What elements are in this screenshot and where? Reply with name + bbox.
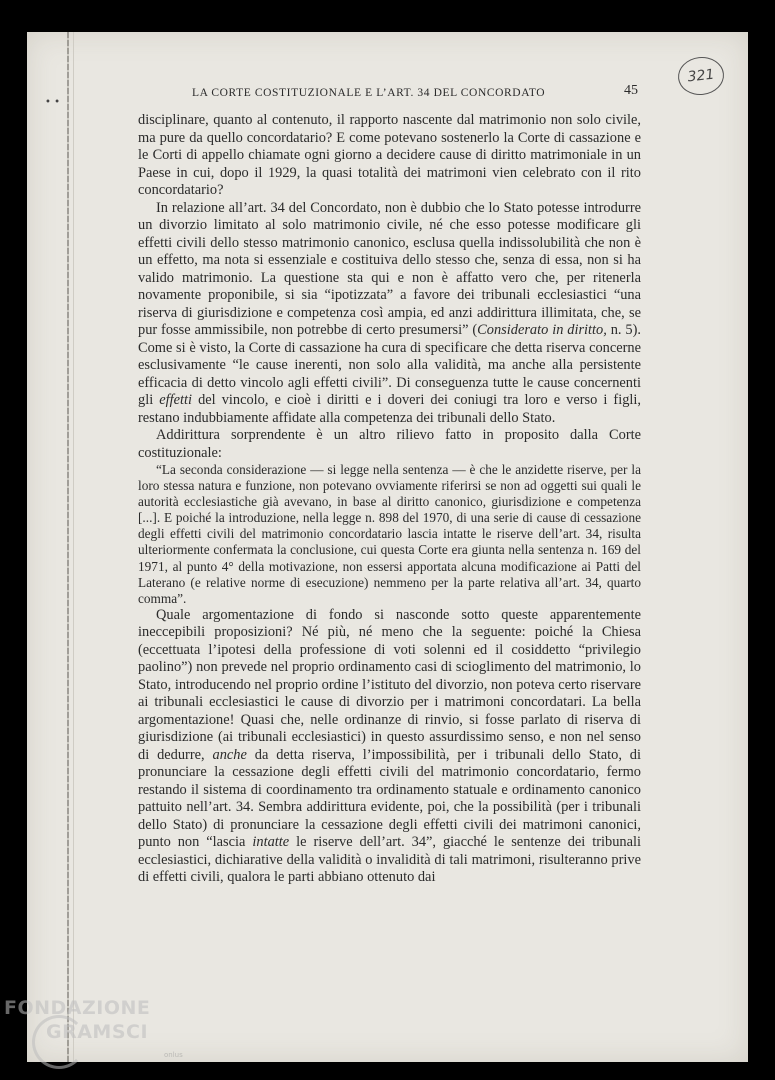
binding-edge-inner [73,32,74,1062]
body-text [138,112,641,887]
paragraph-1: disciplinare, quanto al contenuto, il rapporto nascente dal matrimonio non solo civile, ma pure da quello concordatario? E come potevano sostenerlo la Corte di cassazione e le Corti di appello chiamate ogni giorno a decidere cause di diritto matrimoniale in un Paese in cui, dopo il 1929, la quasi totalità dei matrimoni vien celebrato con il rito concordatario? [138,112,641,198]
watermark-line-2: GRAMSCI [46,1021,149,1043]
binding-edge [67,32,69,1062]
paragraph-2: In relazione all’art. 34 del Concordato, non è dubbio che lo Stato potesse introdurre un divorzio limitato al solo matrimonio civile, né che esso potesse modificare gli effetti civili dello stesso matrimonio canonico, esclusa quella indissolubilità che non è un effetto, ma nota si essenziale e costituiva dello stesso che, senza di essa, non si ha valido matrimonio. La questione sta qui e non è affatto vero che, per ritenerla novamente proponibile, si sia “ipotizzata” a favore dei tribunali ecclesiastici “una riserva di giurisdizione e competenza così ampia, ed anzi addirittura illimitata, che, se pur fosse ammissibile, non potrebbe di certo presumersi” (Considerato in diritto, n. 5). Come si è visto, la Corte di cassazione ha cura di specificare che detta riserva concerne esclusivamente “le cause inerenti, non solo alla validità, ma anche alla persistente efficacia di detto vincolo agli effetti civili”. Di conseguenza tutte le cause concernenti gli effetti del vincolo, e cioè i diritti e i doveri dei coniugi tra loro e verso i figli, restano indubbiamente affidate alla competenza dei tribunali dello Stato. [138,199,641,426]
watermark-small: onlus [164,1051,183,1059]
watermark-line-1: FONDAZIONE [4,997,151,1019]
document-page [27,32,748,1062]
paragraph-3: Addirittura sorprendente è un altro rilievo fatto in proposito dalla Corte costituzionale: [138,427,641,461]
running-title: LA CORTE COSTITUZIONALE E L’ART. 34 DEL CONCORDATO [192,87,546,99]
page-number: 45 [624,83,638,98]
foundation-watermark [4,993,204,1073]
margin-marks: • • [45,97,60,108]
archive-number-stamp: 321 [676,55,726,98]
block-quote: “La seconda considerazione — si legge nella sentenza — è che le anzidette riserve, per la loro stessa natura e funzione, non potevano ovviamente riferirsi se non ad oggetti sui quali le autorità ecclesiastiche già avevano, in base al diritto canonico, giurisdizione e competenza [...]. E poiché la introduzione, nella legge n. 898 del 1970, di una serie di cause di cessazione degli effetti civili del matrimonio concordatario lascia intatte le riserve dell’art. 34, risulta ulteriormente confermata la conclusione, cui questa Corte era giunta nella sentenza n. 169 del 1971, al punto 4° della motivazione, non essersi apportata alcuna modificazione ai Patti del Laterano (e relative norme di esecuzione) nemmeno per la parte relativa all’art. 34, quarto comma”. [138,462,641,606]
paragraph-4: Quale argomentazione di fondo si nasconde sotto queste apparentemente ineccepibili proposizioni? Né più, né meno che la seguente: poiché la Chiesa (eccettuata l’ipotesi della professione di voti solenni ed il cosiddetto “privilegio paolino”) non prevede nel proprio ordinamento casi di scioglimento del matrimonio, lo Stato, introducendo nel proprio ordine l’istituto del divorzio, non poteva certo riservare ai tribunali ecclesiastici le cause di divorzio per i matrimoni concordatari. La bella argomentazione! Quasi che, nelle ordinanze di rinvio, si fosse parlato di riserva di giurisdizione (ai tribunali ecclesiastici) in questo assurdissimo senso, e non nel senso di dedurre, anche da detta riserva, l’impossibilità, per i tribunali dello Stato, di pronunciare la cessazione degli effetti civili del matrimonio concordatario, fermo restando il sistema di coordinamento tra ordinamento statuale e ordinamento canonico pattuito nell’art. 34. Sembra addirittura evidente, poi, che la possibilità (per i tribunali dello Stato) di pronunciare la cessazione degli effetti civili dei matrimoni canonici, punto non “lascia intatte le riserve dell’art. 34”, giacché le sentenze dei tribunali ecclesiastici, dichiarative della validità o invalidità di tali matrimoni, risulteranno prive di effetti civili, qualora le parti abbiano ottenuto dai [138,606,641,886]
